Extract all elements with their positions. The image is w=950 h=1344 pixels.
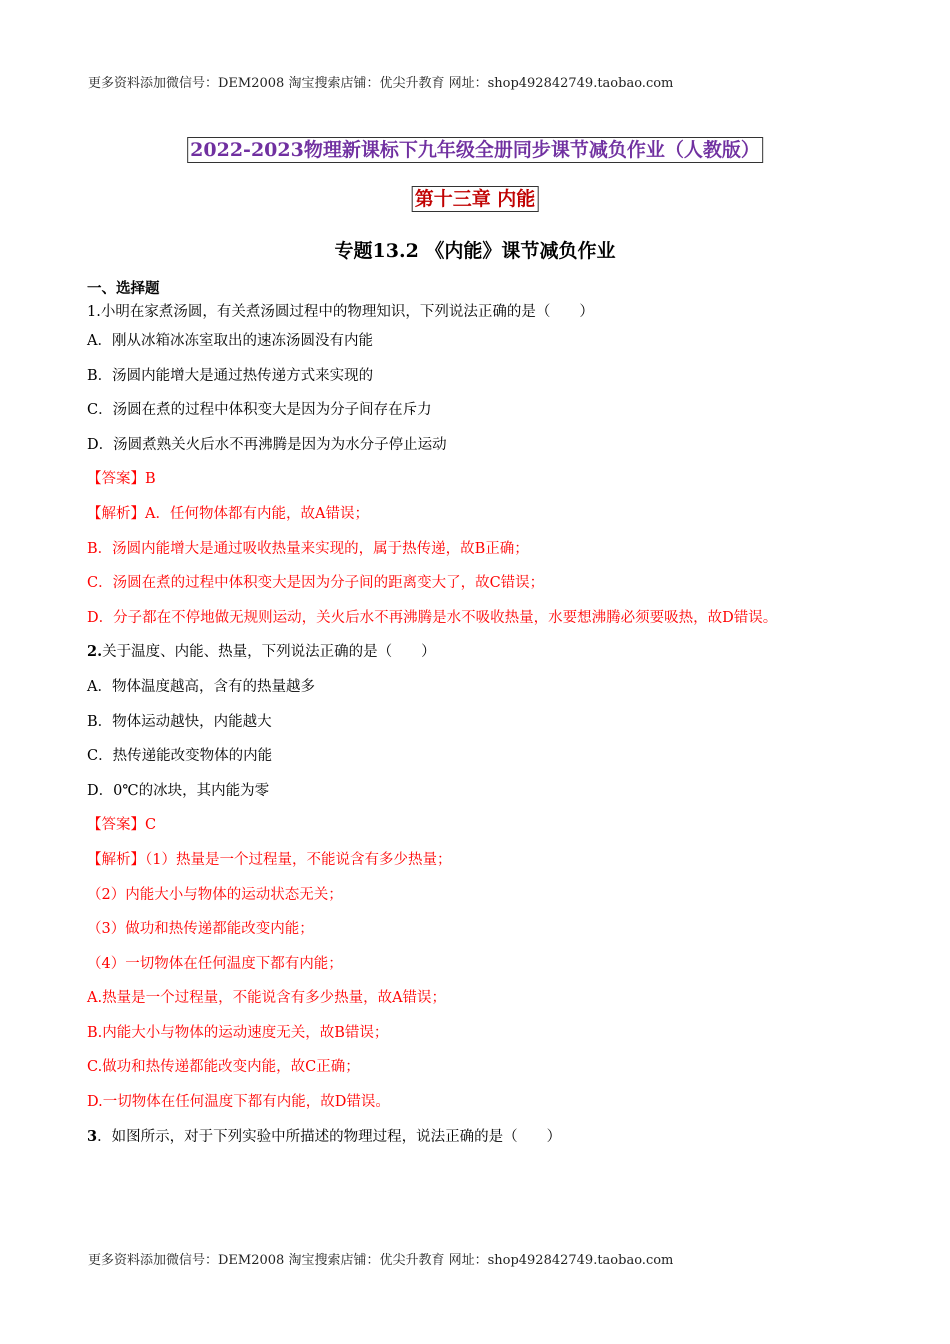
question-2-analysis-8: D.一切物体在任何温度下都有内能，故D错误。 <box>87 1094 390 1111</box>
question-2-analysis-3: （3）做功和热传递都能改变内能； <box>87 921 314 938</box>
page-header: 更多资料添加微信号：DEM2008 淘宝搜索店铺：优尖升教育 网址：shop492842749.taobao.com <box>88 76 674 91</box>
question-1-option-b: B．汤圆内能增大是通过热传递方式来实现的 <box>87 367 374 384</box>
analysis-text: A．任何物体都有内能，故A错误； <box>145 505 369 522</box>
page-footer: 更多资料添加微信号：DEM2008 淘宝搜索店铺：优尖升教育 网址：shop492842749.taobao.com <box>88 1253 674 1268</box>
analysis-text: （1）热量是一个过程量，不能说含有多少热量； <box>145 851 452 868</box>
answer-label: 【答案】 <box>87 817 145 834</box>
document-body <box>87 278 887 1154</box>
question-1-option-a: A．刚从冰箱冰冻室取出的速冻汤圆没有内能 <box>87 333 373 349</box>
question-3-stem <box>87 1120 887 1155</box>
question-1-analysis-3: C．汤圆在煮的过程中体积变大是因为分子间的距离变大了，故C错误； <box>87 575 545 592</box>
question-1-stem: 1.小明在家煮汤圆，有关煮汤圆过程中的物理知识，下列说法正确的是（ ） <box>87 304 594 320</box>
answer-value: C <box>145 817 157 834</box>
document-title: 2022-2023物理新课标下九年级全册同步课节减负作业（人教版） <box>187 137 763 163</box>
question-2-analysis-2: （2）内能大小与物体的运动状态无关； <box>87 886 343 903</box>
answer-value: B <box>145 471 156 488</box>
question-number: 3 <box>87 1127 98 1145</box>
question-2-stem <box>87 635 887 670</box>
question-2-option-d: D．0℃的冰块，其内能为零 <box>87 782 270 799</box>
question-text: 关于温度、内能、热量，下列说法正确的是（ ） <box>102 644 436 661</box>
analysis-label: 【解析】 <box>87 851 145 868</box>
question-2-answer <box>87 808 887 843</box>
question-1-answer <box>87 462 887 497</box>
question-2-analysis-1 <box>87 843 887 878</box>
topic-title: 专题13.2 《内能》课节减负作业 <box>334 240 616 262</box>
question-2-analysis-7: C.做功和热传递都能改变内能，故C正确； <box>87 1059 360 1076</box>
question-text: ．如图所示，对于下列实验中所描述的物理过程，说法正确的是（ ） <box>97 1128 562 1145</box>
question-1-analysis-2: B．汤圆内能增大是通过吸收热量来实现的，属于热传递，故B正确； <box>87 540 529 557</box>
question-2-option-b: B．物体运动越快，内能越大 <box>87 713 272 730</box>
section-heading: 一、选择题 <box>87 280 160 297</box>
question-number: 2. <box>87 643 103 661</box>
question-2-option-c: C．热传递能改变物体的内能 <box>87 748 273 765</box>
question-2-option-a: A．物体温度越高，含有的热量越多 <box>87 678 315 695</box>
answer-label: 【答案】 <box>87 471 145 488</box>
question-1-analysis-1 <box>87 497 887 532</box>
question-1-option-c: C．汤圆在煮的过程中体积变大是因为分子间存在斥力 <box>87 402 432 419</box>
question-2-analysis-6: B.内能大小与物体的运动速度无关，故B错误； <box>87 1024 389 1041</box>
question-2-analysis-5: A.热量是一个过程量，不能说含有多少热量，故A错误； <box>87 990 447 1007</box>
question-2-analysis-4: （4）一切物体在任何温度下都有内能； <box>87 955 343 972</box>
question-1-analysis-4: D．分子都在不停地做无规则运动，关火后水不再沸腾是水不吸收热量，水要想沸腾必须要吸热，故D错误。 <box>87 609 778 626</box>
chapter-title: 第十三章 内能 <box>412 186 539 212</box>
question-1-option-d: D．汤圆煮熟关火后水不再沸腾是因为为水分子停止运动 <box>87 436 447 453</box>
analysis-label: 【解析】 <box>87 505 145 522</box>
